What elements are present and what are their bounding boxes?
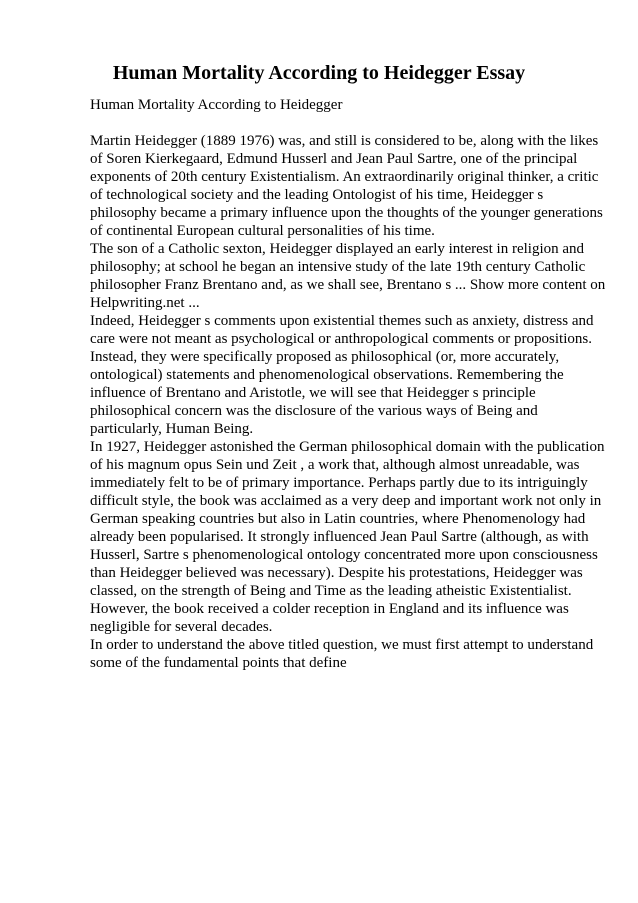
text-line: The son of a Catholic sexton, Heidegger displayed an early interest in religion and — [90, 241, 585, 257]
text-line: care were not meant as psychological or anthropological comments or propositions. — [90, 331, 592, 347]
text-line: philosophical concern was the disclosure of the various ways of Being and — [90, 403, 538, 419]
text-line: In order to understand the above titled question, we must first attempt to understand — [90, 637, 594, 653]
document-title: Human Mortality According to Heidegger Essay — [112, 62, 526, 84]
paragraph — [90, 240, 610, 312]
text-line: already been popularised. It strongly influenced Jean Paul Sartre (although, as with — [90, 529, 589, 545]
text-line: of technological society and the leading Ontologist of his time, Heidegger s — [90, 187, 544, 203]
text-line: Helpwriting.net ... — [90, 295, 200, 311]
paragraph — [90, 132, 610, 240]
document-subtitle: Human Mortality According to Heidegger — [90, 97, 343, 113]
text-line: difficult style, the book was acclaimed as a very deep and important work not only in — [90, 493, 602, 509]
text-line: Husserl, Sartre s phenomenological ontology concentrated more upon consciousness — [90, 547, 598, 563]
text-line: influence of Brentano and Aristotle, we will see that Heidegger s principle — [90, 385, 536, 401]
text-line: In 1927, Heidegger astonished the German philosophical domain with the publication — [90, 439, 605, 455]
text-line: immediately felt to be of primary importance. Perhaps partly due to its intriguingly — [90, 475, 588, 491]
text-line: philosopher Franz Brentano and, as we shall see, Brentano s ... Show more content on — [90, 277, 606, 293]
text-line: than Heidegger believed was necessary). Despite his protestations, Heidegger was — [90, 565, 583, 581]
text-line: Martin Heidegger (1889 1976) was, and still is considered to be, along with the likes — [90, 133, 599, 149]
text-line: Indeed, Heidegger s comments upon existential themes such as anxiety, distress and — [90, 313, 594, 329]
text-line: of Soren Kierkegaard, Edmund Husserl and Jean Paul Sartre, one of the principal — [90, 151, 578, 167]
text-line: philosophy became a primary influence upon the thoughts of the younger generations — [90, 205, 603, 221]
paragraph — [90, 438, 610, 636]
text-line: of his magnum opus Sein und Zeit , a work that, although almost unreadable, was — [90, 457, 580, 473]
text-line: Instead, they were specifically proposed as philosophical (or, more accurately, — [90, 349, 560, 365]
text-line: philosophy; at school he began an intensive study of the late 19th century Catholic — [90, 259, 586, 275]
paragraph-spacer — [90, 114, 610, 132]
text-line: of continental European cultural personalities of his time. — [90, 223, 435, 239]
text-line: some of the fundamental points that define — [90, 655, 347, 671]
text-line: exponents of 20th century Existentialism. An extraordinarily original thinker, a critic — [90, 169, 599, 185]
paragraph — [90, 312, 610, 438]
text-line: particularly, Human Being. — [90, 421, 254, 437]
text-line: negligible for several decades. — [90, 619, 273, 635]
text-line: ontological) statements and phenomenological observations. Remembering the — [90, 367, 564, 383]
paragraph — [90, 636, 610, 672]
text-line: However, the book received a colder reception in England and its influence was — [90, 601, 569, 617]
text-line: German speaking countries but also in Latin countries, where Phenomenology had — [90, 511, 586, 527]
document-body — [90, 96, 610, 672]
text-line: classed, on the strength of Being and Time as the leading atheistic Existentialist. — [90, 583, 572, 599]
